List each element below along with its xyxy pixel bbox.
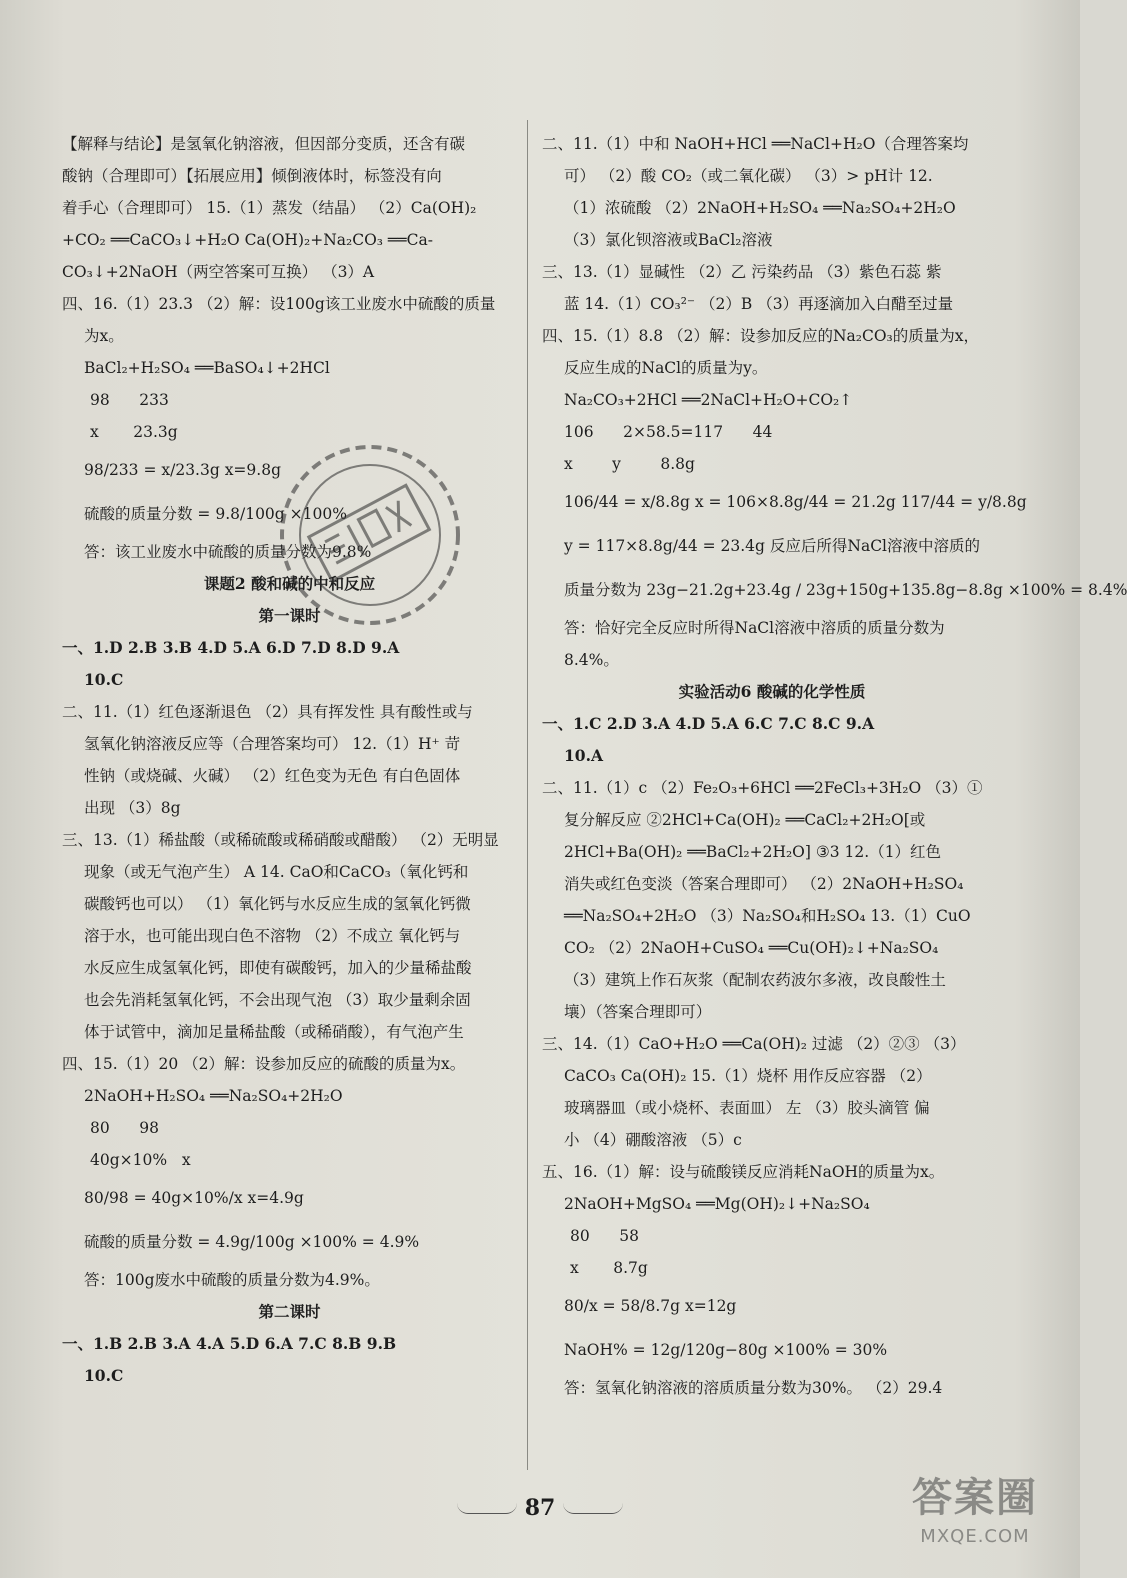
- text-line: 一、1.D 2.B 3.B 4.D 5.A 6.D 7.D 8.D 9.A: [62, 638, 400, 657]
- text-line: （3）建筑上作石灰浆（配制农药波尔多液，改良酸性土: [564, 971, 946, 989]
- text-line: 三、13.（1）稀盐酸（或稀硫酸或稀硝酸或醋酸） （2）无明显: [62, 831, 499, 849]
- text-line: 10.A: [564, 746, 603, 765]
- equation-line: x 23.3g: [90, 423, 178, 441]
- text-line: 出现 （3）8g: [84, 799, 181, 817]
- text-line: 玻璃器皿（或小烧杯、表面皿） 左 （3）胶头滴管 偏: [564, 1099, 930, 1117]
- text-line: +CO₂ ══CaCO₃↓+H₂O Ca(OH)₂+Na₂CO₃ ══Ca-: [62, 231, 433, 249]
- text-line: 三、14.（1）CaO+H₂O ══Ca(OH)₂ 过滤 （2）②③ （3）: [542, 1035, 966, 1053]
- text-line: 【解释与结论】是氢氧化钠溶液，但因部分变质，还含有碳: [62, 135, 466, 153]
- stamp-logo: [255, 420, 485, 650]
- answer-line: 答：恰好完全反应时所得NaCl溶液中溶质的质量分数为: [564, 619, 945, 637]
- text-line: 五、16.（1）解：设与硫酸镁反应消耗NaOH的质量为x。: [542, 1163, 945, 1181]
- answer-line: 8.4%。: [564, 651, 619, 669]
- watermark-text: 答案圈: [912, 1475, 1038, 1521]
- equation-line: 80/98 = 40g×10%/x x=4.9g: [84, 1189, 304, 1207]
- text-line: 2HCl+Ba(OH)₂ ══BaCl₂+2H₂O] ③3 12.（1）红色: [564, 843, 942, 861]
- section-heading: 实验活动6 酸碱的化学性质: [678, 682, 866, 701]
- stamp-icon: [255, 420, 485, 650]
- text-line: 反应生成的NaCl的质量为y。: [564, 359, 768, 377]
- equation-line: 106 2×58.5=117 44: [564, 423, 773, 441]
- text-line: 一、1.C 2.D 3.A 4.D 5.A 6.C 7.C 8.C 9.A: [542, 714, 875, 733]
- text-line: 也会先消耗氢氧化钙，不会出现气泡 （3）取少量剩余固: [84, 991, 471, 1009]
- equation-line: 2NaOH+MgSO₄ ══Mg(OH)₂↓+Na₂SO₄: [564, 1195, 870, 1213]
- answer-line: 答：氢氧化钠溶液的溶质质量分数为30%。 （2）29.4: [564, 1379, 943, 1397]
- left-column: [62, 128, 517, 1392]
- equation-line: 80 58: [570, 1227, 640, 1245]
- text-line: 水反应生成氢氧化钙，即使有碳酸钙，加入的少量稀盐酸: [84, 959, 472, 977]
- equation-line: y = 117×8.8g/44 = 23.4g 反应后所得NaCl溶液中溶质的: [564, 537, 981, 555]
- text-line: 可） （2）酸 CO₂（或二氧化碳） （3）> pH计 12.: [564, 167, 933, 185]
- text-line: 三、13.（1）显碱性 （2）乙 污染药品 （3）紫色石蕊 紫: [542, 263, 942, 281]
- text-line: 着手心（合理即可） 15.（1）蒸发（结晶） （2）Ca(OH)₂: [62, 199, 477, 217]
- page-footer: [430, 1488, 650, 1528]
- watermark-logo: [880, 1470, 1070, 1570]
- text-line: CaCO₃ Ca(OH)₂ 15.（1）烧杯 用作反应容器 （2）: [564, 1067, 932, 1085]
- answer-line: 答：100g废水中硫酸的质量分数为4.9%。: [84, 1271, 380, 1289]
- equation-line: 硫酸的质量分数 = 9.8/100g ×100%: [84, 505, 347, 523]
- page-number: 87: [524, 1495, 556, 1521]
- equation-line: 106/44 = x/8.8g x = 106×8.8g/44 = 21.2g 117/44 = y/8.8g: [564, 493, 1027, 511]
- text-line: 酸钠（合理即可）【拓展应用】倾倒液体时，标签没有向: [62, 167, 442, 185]
- watermark-url: MXQE.COM: [920, 1526, 1030, 1547]
- text-line: 二、11.（1）c （2）Fe₂O₃+6HCl ══2FeCl₃+3H₂O （3）①: [542, 779, 983, 797]
- subsection-heading: 第一课时: [258, 606, 321, 625]
- text-line: 消失或红色变淡（答案合理即可） （2）2NaOH+H₂SO₄: [564, 875, 964, 893]
- section-heading: 课题2 酸和碱的中和反应: [203, 574, 376, 593]
- column-divider: [527, 120, 528, 1470]
- equation-line: x y 8.8g: [564, 455, 695, 473]
- equation-line: 质量分数为 23g−21.2g+23.4g / 23g+150g+135.8g−8.8g ×100% = 8.4%: [564, 581, 1127, 599]
- footer-ornament-left: [457, 1503, 517, 1514]
- text-line: 小 （4）硼酸溶液 （5）c: [564, 1131, 742, 1149]
- text-line: 性钠（或烧碱、火碱） （2）红色变为无色 有白色固体: [84, 767, 461, 785]
- equation-line: 40g×10% x: [90, 1151, 191, 1169]
- text-line: （3）氯化钡溶液或BaCl₂溶液: [564, 231, 773, 249]
- text-line: CO₃↓+2NaOH（两空答案可互换） （3）A: [62, 263, 375, 281]
- footer-ornament-right: [563, 1503, 623, 1514]
- text-line: 四、15.（1）8.8 （2）解：设参加反应的Na₂CO₃的质量为x，: [542, 327, 979, 345]
- equation-line: 80 98: [90, 1119, 160, 1137]
- text-line: 10.C: [84, 670, 124, 689]
- text-line: 四、16.（1）23.3 （2）解：设100g该工业废水中硫酸的质量: [62, 295, 496, 313]
- equation-line: NaOH% = 12g/120g−80g ×100% = 30%: [564, 1341, 888, 1359]
- text-line: 复分解反应 ②2HCl+Ca(OH)₂ ══CaCl₂+2H₂O[或: [564, 811, 926, 829]
- subsection-heading: 第二课时: [258, 1302, 321, 1321]
- answer-line: 答：该工业废水中硫酸的质量分数为9.8%: [84, 543, 372, 561]
- text-line: （1）浓硫酸 （2）2NaOH+H₂SO₄ ══Na₂SO₄+2H₂O: [564, 199, 956, 217]
- equation-line: 98 233: [90, 391, 169, 409]
- right-column: [542, 128, 1127, 1404]
- text-line: 蓝 14.（1）CO₃²⁻ （2）B （3）再逐滴加入白醋至过量: [564, 295, 954, 313]
- equation-line: BaCl₂+H₂SO₄ ══BaSO₄↓+2HCl: [84, 359, 330, 377]
- text-line: 溶于水，也可能出现白色不溶物 （2）不成立 氧化钙与: [84, 927, 461, 945]
- text-line: 二、11.（1）中和 NaOH+HCl ══NaCl+H₂O（合理答案均: [542, 135, 969, 153]
- text-line: 10.C: [84, 1366, 124, 1385]
- text-line: ══Na₂SO₄+2H₂O （3）Na₂SO₄和H₂SO₄ 13.（1）CuO: [564, 907, 971, 925]
- text-line: 碳酸钙也可以） （1）氧化钙与水反应生成的氢氧化钙微: [84, 895, 471, 913]
- text-line: 二、11.（1）红色逐渐退色 （2）具有挥发性 具有酸性或与: [62, 703, 473, 721]
- text-line: CO₂ （2）2NaOH+CuSO₄ ══Cu(OH)₂↓+Na₂SO₄: [564, 939, 939, 957]
- text-line: 为x。: [84, 327, 124, 345]
- text-line: 一、1.B 2.B 3.A 4.A 5.D 6.A 7.C 8.B 9.B: [62, 1334, 397, 1353]
- text-line: 四、15.（1）20 （2）解：设参加反应的硫酸的质量为x。: [62, 1055, 466, 1073]
- text-line: 氢氧化钠溶液反应等（合理答案均可） 12.（1）H⁺ 苛: [84, 735, 461, 753]
- equation-line: 98/233 = x/23.3g x=9.8g: [84, 461, 281, 479]
- text-line: 壤）（答案合理即可）: [564, 1003, 712, 1021]
- equation-line: 硫酸的质量分数 = 4.9g/100g ×100% = 4.9%: [84, 1233, 420, 1251]
- equation-line: 80/x = 58/8.7g x=12g: [564, 1297, 737, 1315]
- equation-line: x 8.7g: [570, 1259, 648, 1277]
- equation-line: 2NaOH+H₂SO₄ ══Na₂SO₄+2H₂O: [84, 1087, 343, 1105]
- equation-line: Na₂CO₃+2HCl ══2NaCl+H₂O+CO₂↑: [564, 391, 853, 409]
- text-line: 现象（或无气泡产生） A 14. CaO和CaCO₃（氧化钙和: [84, 863, 469, 881]
- text-line: 体于试管中，滴加足量稀盐酸（或稀硝酸），有气泡产生: [84, 1023, 464, 1041]
